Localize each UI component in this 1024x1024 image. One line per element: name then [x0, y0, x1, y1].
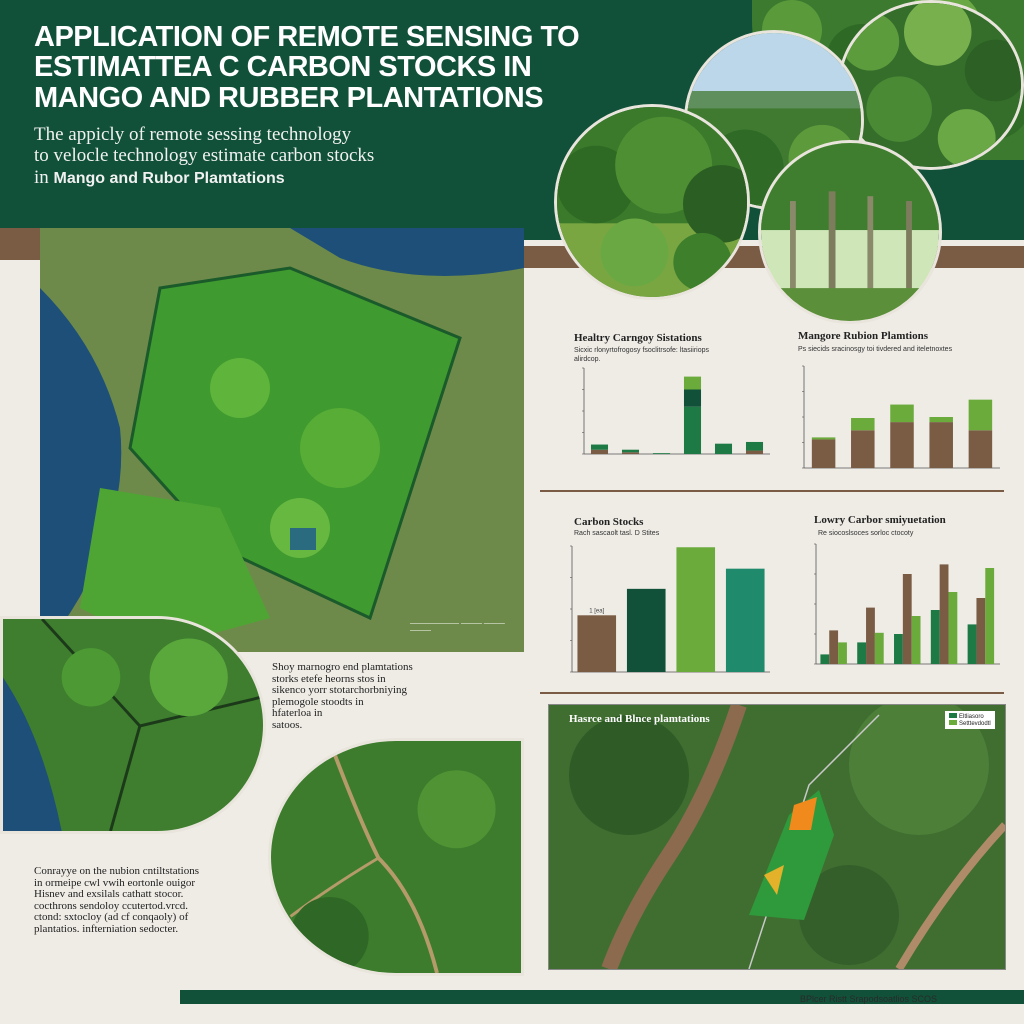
chart-bar [820, 654, 829, 664]
chart-bar [968, 624, 977, 664]
chart-bar [903, 574, 912, 664]
aerial-plantation-map [40, 228, 524, 652]
mango-rubber-chart [786, 362, 1000, 480]
chart-bar [894, 634, 903, 664]
bar-data-label: 1 [ea] [589, 608, 605, 615]
chart-divider [540, 692, 1004, 694]
chart-bar [851, 418, 875, 430]
chart-bar [622, 452, 639, 454]
chart-divider [540, 490, 1004, 492]
chart-bar [929, 422, 953, 468]
chart-bar [627, 589, 666, 672]
subtitle-line: to velocle technology estimate carbon stocks [34, 145, 375, 167]
chart-bar [812, 439, 836, 468]
chart-bar [676, 547, 715, 672]
lower-carbon-chart [800, 540, 1000, 680]
chart-bar [653, 453, 670, 454]
plantation-road-photo [268, 738, 524, 976]
chart-title: Mangore Rubion Plamtions [798, 330, 928, 342]
subtitle-line: The appicly of remote sessing technology [34, 124, 352, 145]
legend-swatch [949, 720, 957, 725]
chart-bar [976, 598, 985, 664]
chart-bar [591, 450, 608, 454]
chart-bar [875, 633, 884, 664]
chart-bar [591, 445, 608, 450]
chart-title: Lowry Carbor smiyuetation [814, 514, 946, 526]
page-title [34, 22, 594, 113]
chart-bar [931, 610, 940, 664]
chart-bar [948, 592, 957, 664]
chart-bar [684, 377, 701, 390]
map-scale-label: ——————— ——— ——— ——— [410, 620, 505, 634]
subtitle-line: in Mango and Rubor Plamtations [34, 166, 285, 188]
chart-bar [969, 430, 993, 468]
chart-bar [726, 569, 765, 672]
chart-bar [746, 442, 763, 451]
legend-item: Eltliasoro [949, 713, 991, 720]
title-line: APPLICATION OF REMOTE SENSING TO [34, 21, 580, 53]
map-title: Hasrce and Blnce plamtations [569, 713, 710, 725]
satellite-map-panel [548, 704, 1006, 970]
aerial-circle-photo [0, 616, 266, 834]
chart-bar [715, 444, 732, 454]
chart-bar [577, 615, 616, 672]
chart-bar [890, 422, 914, 468]
subtitle-bold: Mango and Rubor Plamtations [53, 169, 285, 187]
chart-subtitle: Re siocoslsoces sorloc ctocoty [818, 530, 914, 537]
title-line: ESTIMATTEA C CARBON STOCKS IN [34, 51, 532, 84]
chart-bar [985, 568, 994, 664]
chart-bar [857, 642, 866, 664]
title-line: MANGO AND RUBBER PLANTATIONS [34, 81, 544, 114]
chart-title: Healtry Carngoy Sistations [574, 332, 702, 344]
map-legend [945, 711, 995, 729]
chart-subtitle: Sicxic rlonyrtofrogosy fsoclitrsofe: ltasiiriops [574, 347, 709, 354]
chart-subtitle: Rach sascaolt tasl. D Stites [574, 530, 660, 537]
legend-item: Setttevdodtl [949, 720, 991, 727]
bottom-left-caption: Conrayye on the nubion cntiltstations in ormeipe cwl vwih eortonle ouigor Hisnev and exsilals cathatt stocor. cocthrons sendoloy ccutertod.vrcd. ctond: sxtocloy (ad cf conqaoly) of plantatios. infterniation sedocter. [34, 865, 199, 935]
chart-title: Carbon Stocks [574, 516, 644, 528]
chart-subtitle: Ps siecids sracinosgy toi tivdered and iteletnoxtes [798, 346, 953, 353]
chart-bar [812, 437, 836, 439]
healthy-canopy-chart [570, 364, 770, 468]
chart-bar [969, 400, 993, 431]
chart-bar [622, 450, 639, 453]
chart-bar [684, 407, 701, 454]
brown-band [0, 228, 40, 260]
footer-text: BPlcer Ristt Srapodsoatlios SCOS [800, 994, 938, 1004]
page-subtitle [34, 124, 504, 188]
chart-bar [929, 417, 953, 422]
chart-bar [866, 608, 875, 664]
chart-bar [684, 390, 701, 407]
chart-bar [829, 630, 838, 664]
mango-trees-photo [554, 104, 750, 300]
chart-bar [890, 405, 914, 423]
chart-bar [912, 616, 921, 664]
chart-bar [838, 642, 847, 664]
carbon-stocks-chart [556, 540, 770, 686]
chart-subtitle: alirdcop. [574, 356, 601, 363]
chart-bar [746, 451, 763, 454]
chart-bar [851, 430, 875, 468]
middle-caption: Shoy marnogro end plamtations storks etefe heorns stos in sikenco yorr stotarchorbniying plemogole stoodts in hfaterloa in satoos. [272, 661, 413, 731]
chart-bar [940, 564, 949, 664]
legend-swatch [949, 713, 957, 718]
rubber-trees-photo [758, 140, 942, 324]
